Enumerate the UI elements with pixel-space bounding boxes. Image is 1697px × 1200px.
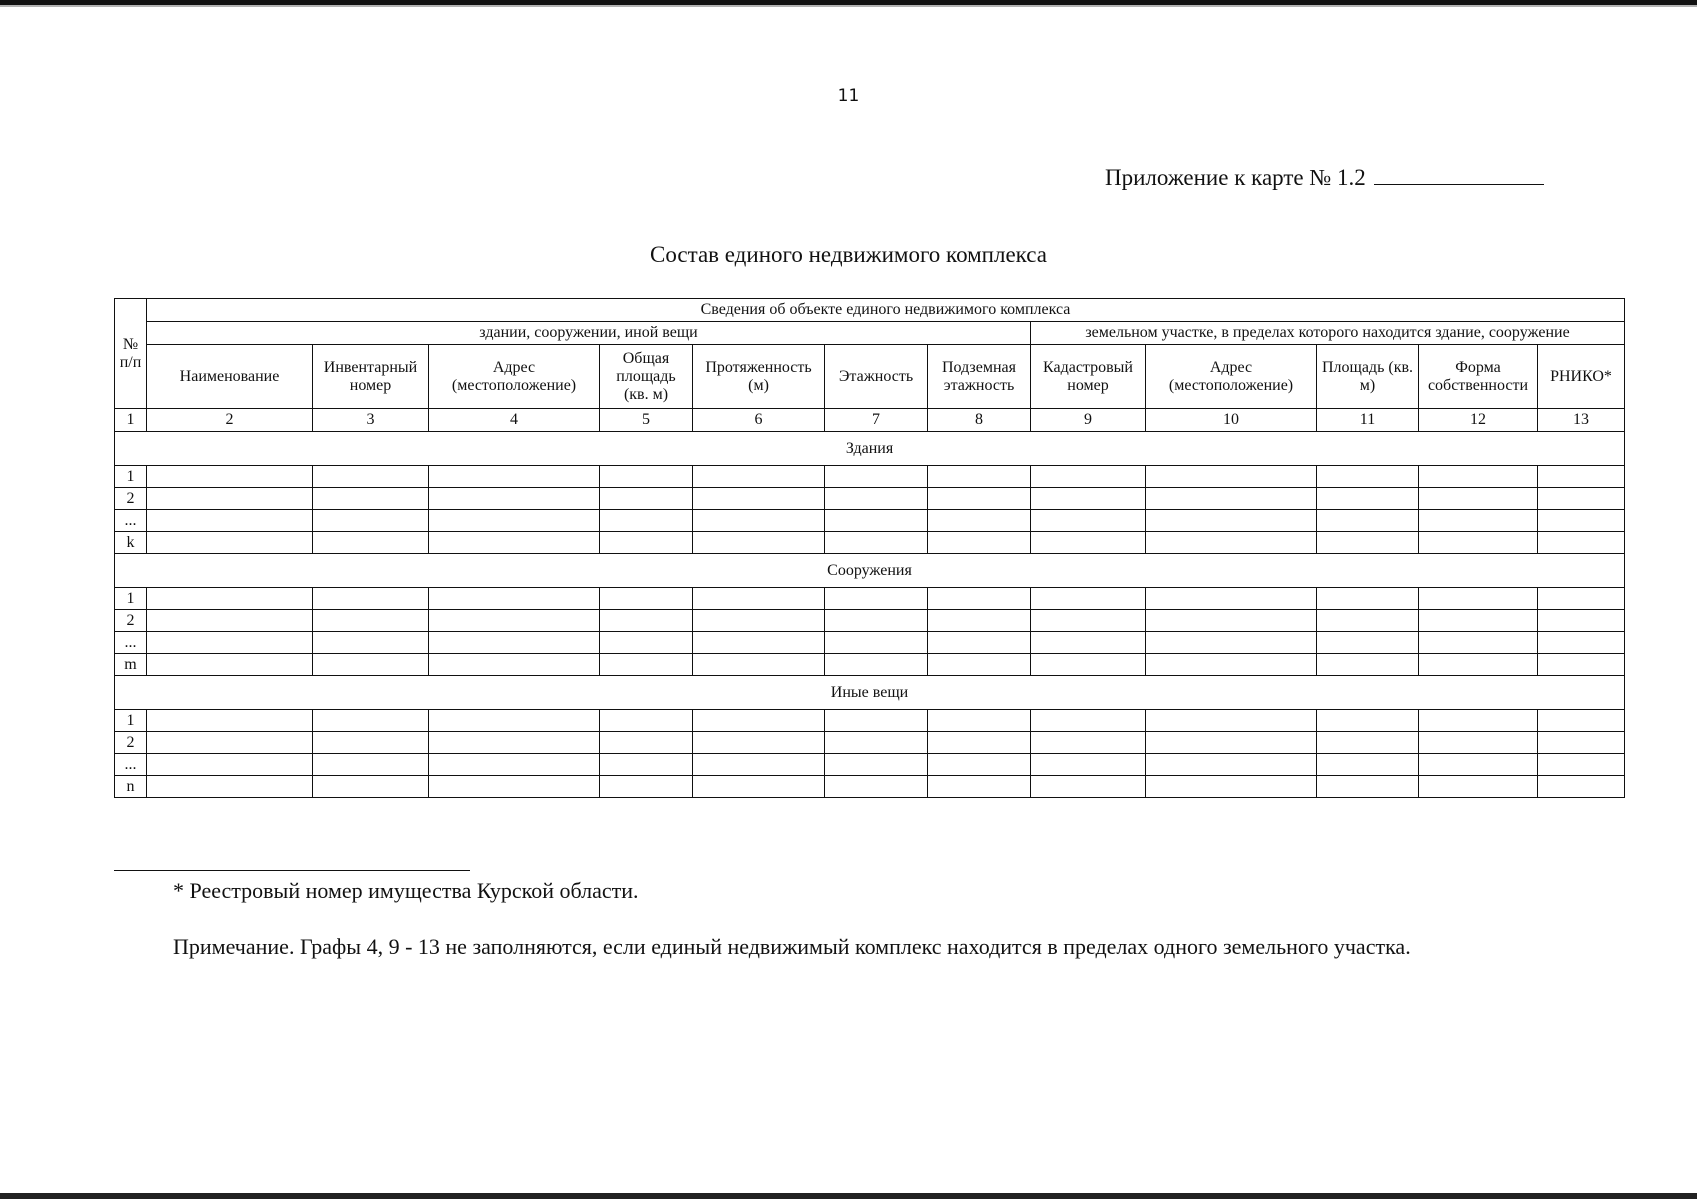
- empty-cell[interactable]: [825, 776, 928, 798]
- empty-cell[interactable]: [1538, 732, 1625, 754]
- table-row: [115, 466, 1625, 488]
- row-number: m: [115, 654, 147, 676]
- empty-cell[interactable]: [1146, 588, 1317, 610]
- empty-cell[interactable]: [1146, 732, 1317, 754]
- table-row: [115, 710, 1625, 732]
- empty-cell[interactable]: [429, 610, 600, 632]
- col-number: 9: [1031, 409, 1146, 432]
- row-number: n: [115, 776, 147, 798]
- empty-cell[interactable]: [1419, 754, 1538, 776]
- empty-cell[interactable]: [825, 588, 928, 610]
- empty-cell[interactable]: [1317, 488, 1419, 510]
- col-header: Наименование: [147, 345, 313, 409]
- empty-cell[interactable]: [147, 466, 313, 488]
- col-number: 12: [1419, 409, 1538, 432]
- empty-cell[interactable]: [1031, 488, 1146, 510]
- empty-cell[interactable]: [1538, 510, 1625, 532]
- empty-cell[interactable]: [1538, 710, 1625, 732]
- empty-cell[interactable]: [313, 588, 429, 610]
- empty-cell[interactable]: [429, 776, 600, 798]
- empty-cell[interactable]: [693, 588, 825, 610]
- empty-cell[interactable]: [1031, 776, 1146, 798]
- empty-cell[interactable]: [1031, 654, 1146, 676]
- table-row: [115, 510, 1625, 532]
- section-title: Иные вещи: [115, 676, 1625, 710]
- empty-cell[interactable]: [1419, 776, 1538, 798]
- empty-cell[interactable]: [600, 488, 693, 510]
- empty-cell[interactable]: [1419, 532, 1538, 554]
- empty-cell[interactable]: [1031, 754, 1146, 776]
- table-row: [115, 732, 1625, 754]
- col-number: 6: [693, 409, 825, 432]
- empty-cell[interactable]: [1146, 710, 1317, 732]
- empty-cell[interactable]: [313, 532, 429, 554]
- table-row: [115, 488, 1625, 510]
- col-header: Форма собственности: [1419, 345, 1538, 409]
- empty-cell[interactable]: [313, 610, 429, 632]
- col-header: Кадастровый номер: [1031, 345, 1146, 409]
- empty-cell[interactable]: [1146, 610, 1317, 632]
- col-header: Подземная этажность: [928, 345, 1031, 409]
- empty-cell[interactable]: [1538, 532, 1625, 554]
- empty-cell[interactable]: [429, 532, 600, 554]
- empty-cell[interactable]: [1317, 754, 1419, 776]
- empty-cell[interactable]: [147, 732, 313, 754]
- empty-cell[interactable]: [1146, 488, 1317, 510]
- empty-cell[interactable]: [1538, 632, 1625, 654]
- empty-cell[interactable]: [1317, 732, 1419, 754]
- footnote: * Реестровый номер имущества Курской области.: [173, 878, 639, 903]
- empty-cell[interactable]: [928, 532, 1031, 554]
- empty-cell[interactable]: [1146, 632, 1317, 654]
- empty-cell[interactable]: [825, 654, 928, 676]
- empty-cell[interactable]: [1317, 776, 1419, 798]
- empty-cell[interactable]: [928, 654, 1031, 676]
- page-number: 11: [837, 86, 860, 106]
- empty-cell[interactable]: [147, 776, 313, 798]
- empty-cell[interactable]: [693, 532, 825, 554]
- section-title: Здания: [115, 432, 1625, 466]
- empty-cell[interactable]: [1031, 732, 1146, 754]
- row-number: 1: [115, 588, 147, 610]
- col-header: Адрес (местоположение): [1146, 345, 1317, 409]
- empty-cell[interactable]: [1146, 532, 1317, 554]
- col-header: Общая площадь (кв. м): [600, 345, 693, 409]
- empty-cell[interactable]: [825, 754, 928, 776]
- col-number: 4: [429, 409, 600, 432]
- col-header: Адрес (местоположение): [429, 345, 600, 409]
- empty-cell[interactable]: [1031, 466, 1146, 488]
- empty-cell[interactable]: [693, 754, 825, 776]
- empty-cell[interactable]: [429, 754, 600, 776]
- empty-cell[interactable]: [1419, 466, 1538, 488]
- empty-cell[interactable]: [313, 632, 429, 654]
- empty-cell[interactable]: [825, 466, 928, 488]
- empty-cell[interactable]: [693, 488, 825, 510]
- empty-cell[interactable]: [693, 776, 825, 798]
- empty-cell[interactable]: [147, 610, 313, 632]
- empty-cell[interactable]: [600, 588, 693, 610]
- scan-top-border-shadow: [0, 5, 1697, 7]
- empty-cell[interactable]: [1317, 588, 1419, 610]
- empty-cell[interactable]: [1146, 754, 1317, 776]
- empty-cell[interactable]: [1538, 654, 1625, 676]
- empty-cell[interactable]: [1031, 532, 1146, 554]
- empty-cell[interactable]: [429, 654, 600, 676]
- empty-cell[interactable]: [1031, 588, 1146, 610]
- table-row: [115, 776, 1625, 798]
- empty-cell[interactable]: [313, 510, 429, 532]
- empty-cell[interactable]: [693, 610, 825, 632]
- empty-cell[interactable]: [600, 710, 693, 732]
- empty-cell[interactable]: [1419, 732, 1538, 754]
- section-title: Сооружения: [115, 554, 1625, 588]
- empty-cell[interactable]: [1419, 588, 1538, 610]
- empty-cell[interactable]: [147, 532, 313, 554]
- section-row: [115, 432, 1625, 466]
- empty-cell[interactable]: [825, 710, 928, 732]
- empty-cell[interactable]: [1538, 488, 1625, 510]
- empty-cell[interactable]: [928, 610, 1031, 632]
- empty-cell[interactable]: [1538, 610, 1625, 632]
- empty-cell[interactable]: [429, 466, 600, 488]
- empty-cell[interactable]: [313, 466, 429, 488]
- row-number: ...: [115, 632, 147, 654]
- empty-cell[interactable]: [1317, 610, 1419, 632]
- note: Примечание. Графы 4, 9 - 13 не заполняются, если единый недвижимый комплекс находится в пределах одного земельного участка.: [173, 934, 1411, 959]
- empty-cell[interactable]: [1317, 654, 1419, 676]
- empty-cell[interactable]: [313, 488, 429, 510]
- table-row: [115, 532, 1625, 554]
- empty-cell[interactable]: [313, 710, 429, 732]
- empty-cell[interactable]: [600, 466, 693, 488]
- empty-cell[interactable]: [1146, 510, 1317, 532]
- empty-cell[interactable]: [1031, 610, 1146, 632]
- row-number: ...: [115, 754, 147, 776]
- empty-cell[interactable]: [693, 632, 825, 654]
- empty-cell[interactable]: [825, 732, 928, 754]
- empty-cell[interactable]: [600, 632, 693, 654]
- empty-cell[interactable]: [1317, 466, 1419, 488]
- empty-cell[interactable]: [1031, 632, 1146, 654]
- empty-cell[interactable]: [825, 488, 928, 510]
- empty-cell[interactable]: [693, 710, 825, 732]
- row-number: 2: [115, 610, 147, 632]
- empty-cell[interactable]: [1419, 710, 1538, 732]
- empty-cell[interactable]: [1538, 754, 1625, 776]
- empty-cell[interactable]: [147, 488, 313, 510]
- row-number: 2: [115, 732, 147, 754]
- row-number: 1: [115, 710, 147, 732]
- col-number: 5: [600, 409, 693, 432]
- row-number-header: № п/п: [115, 299, 147, 409]
- empty-cell[interactable]: [147, 510, 313, 532]
- empty-cell[interactable]: [313, 654, 429, 676]
- empty-cell[interactable]: [693, 654, 825, 676]
- empty-cell[interactable]: [1031, 710, 1146, 732]
- empty-cell[interactable]: [147, 710, 313, 732]
- empty-cell[interactable]: [313, 776, 429, 798]
- empty-cell[interactable]: [1146, 776, 1317, 798]
- empty-cell[interactable]: [1419, 488, 1538, 510]
- empty-cell[interactable]: [928, 632, 1031, 654]
- col-header: Протяженность (м): [693, 345, 825, 409]
- empty-cell[interactable]: [1538, 588, 1625, 610]
- empty-cell[interactable]: [1419, 510, 1538, 532]
- empty-cell[interactable]: [600, 654, 693, 676]
- document-title: Состав единого недвижимого комплекса: [650, 242, 1047, 267]
- empty-cell[interactable]: [147, 654, 313, 676]
- table-row: [115, 754, 1625, 776]
- group-header: Сведения об объекте единого недвижимого комплекса: [147, 299, 1625, 322]
- appendix-label-text: Приложение к карте № 1.2: [1105, 165, 1366, 190]
- empty-cell[interactable]: [600, 610, 693, 632]
- scan-bottom-border: [0, 1193, 1697, 1199]
- appendix-label: [1105, 165, 1544, 191]
- empty-cell[interactable]: [600, 776, 693, 798]
- empty-cell[interactable]: [429, 488, 600, 510]
- empty-cell[interactable]: [928, 754, 1031, 776]
- composition-table: [114, 298, 1625, 798]
- section-row: [115, 554, 1625, 588]
- table-row: [115, 588, 1625, 610]
- empty-cell[interactable]: [1419, 610, 1538, 632]
- row-number: 2: [115, 488, 147, 510]
- empty-cell[interactable]: [693, 510, 825, 532]
- empty-cell[interactable]: [429, 588, 600, 610]
- empty-cell[interactable]: [1031, 510, 1146, 532]
- row-number: k: [115, 532, 147, 554]
- empty-cell[interactable]: [928, 776, 1031, 798]
- row-number: 1: [115, 466, 147, 488]
- empty-cell[interactable]: [313, 754, 429, 776]
- empty-cell[interactable]: [1538, 776, 1625, 798]
- empty-cell[interactable]: [1317, 632, 1419, 654]
- empty-cell[interactable]: [429, 732, 600, 754]
- empty-cell[interactable]: [928, 710, 1031, 732]
- empty-cell[interactable]: [429, 710, 600, 732]
- empty-cell[interactable]: [1538, 466, 1625, 488]
- empty-cell[interactable]: [600, 754, 693, 776]
- col-number: 11: [1317, 409, 1419, 432]
- empty-cell[interactable]: [313, 732, 429, 754]
- section-row: [115, 676, 1625, 710]
- col-number: 1: [115, 409, 147, 432]
- col-number: 7: [825, 409, 928, 432]
- empty-cell[interactable]: [1146, 466, 1317, 488]
- empty-cell[interactable]: [928, 732, 1031, 754]
- col-header: РНИКО*: [1538, 345, 1625, 409]
- empty-cell[interactable]: [429, 632, 600, 654]
- empty-cell[interactable]: [147, 588, 313, 610]
- empty-cell[interactable]: [928, 510, 1031, 532]
- empty-cell[interactable]: [147, 632, 313, 654]
- empty-cell[interactable]: [1317, 510, 1419, 532]
- empty-cell[interactable]: [1317, 710, 1419, 732]
- subgroup-header-land: земельном участке, в пределах которого находится здание, сооружение: [1031, 322, 1625, 345]
- empty-cell[interactable]: [147, 754, 313, 776]
- col-header: Этажность: [825, 345, 928, 409]
- empty-cell[interactable]: [928, 466, 1031, 488]
- empty-cell[interactable]: [825, 532, 928, 554]
- empty-cell[interactable]: [693, 466, 825, 488]
- empty-cell[interactable]: [600, 732, 693, 754]
- col-number: 2: [147, 409, 313, 432]
- table-row: [115, 654, 1625, 676]
- empty-cell[interactable]: [1317, 532, 1419, 554]
- appendix-number-blank: [1374, 183, 1544, 185]
- empty-cell[interactable]: [1419, 654, 1538, 676]
- footnote-separator: [114, 870, 470, 871]
- empty-cell[interactable]: [825, 610, 928, 632]
- table-row: [115, 632, 1625, 654]
- empty-cell[interactable]: [825, 510, 928, 532]
- col-header: Инвентарный номер: [313, 345, 429, 409]
- empty-cell[interactable]: [1146, 654, 1317, 676]
- col-number: 3: [313, 409, 429, 432]
- empty-cell[interactable]: [928, 488, 1031, 510]
- empty-cell[interactable]: [429, 510, 600, 532]
- col-header: Площадь (кв. м): [1317, 345, 1419, 409]
- empty-cell[interactable]: [600, 532, 693, 554]
- table-row: [115, 610, 1625, 632]
- col-number: 13: [1538, 409, 1625, 432]
- row-number: ...: [115, 510, 147, 532]
- col-number: 10: [1146, 409, 1317, 432]
- empty-cell[interactable]: [825, 632, 928, 654]
- subgroup-header-building: здании, сооружении, иной вещи: [147, 322, 1031, 345]
- empty-cell[interactable]: [928, 588, 1031, 610]
- empty-cell[interactable]: [693, 732, 825, 754]
- empty-cell[interactable]: [1419, 632, 1538, 654]
- empty-cell[interactable]: [600, 510, 693, 532]
- col-number: 8: [928, 409, 1031, 432]
